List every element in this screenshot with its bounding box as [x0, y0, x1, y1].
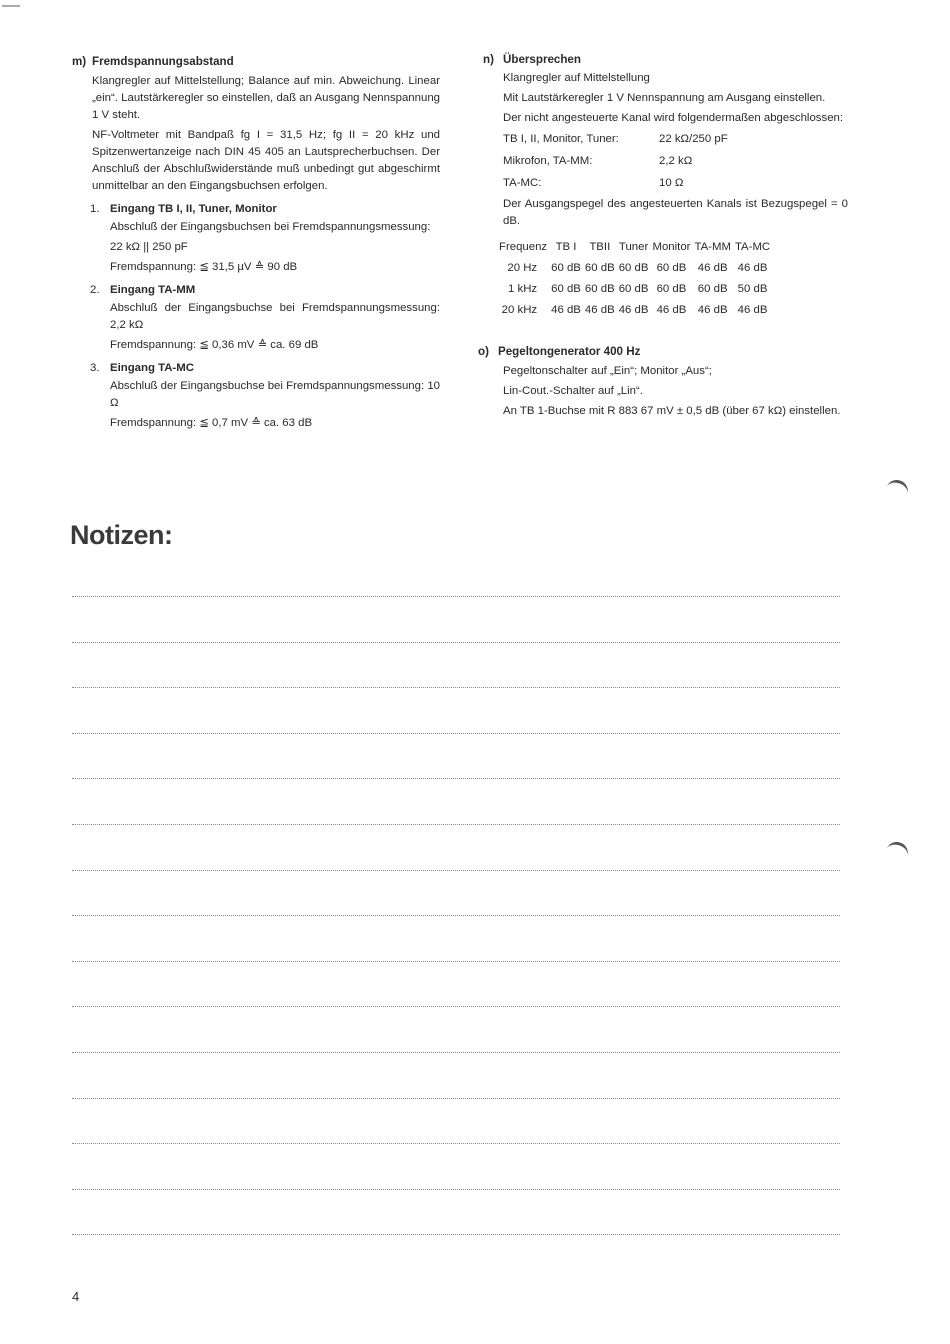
section-m-heading: [72, 53, 440, 70]
notes-lines: [72, 596, 840, 1280]
item-3-number: 3.: [90, 362, 100, 374]
section-m: [72, 53, 440, 435]
section-m-item-1: [90, 201, 440, 276]
item-1-heading: [90, 201, 440, 218]
section-m-paragraph-2: NF-Voltmeter mit Bandpaß fg I = 31,5 Hz; fg II = 20 kHz und Spitzenwertanzeige nach DIN 45 405 an Lautsprecherbuchsen. Der Anschluß der Abschlußwiderstände muß unbedingt gut abgeschirmt unmittelbar an den Eingangsbuchsen erfolgen.: [92, 129, 440, 192]
section-n-paragraph-3: Der nicht angesteuerte Kanal wird folgendermaßen abgeschlossen:: [503, 112, 844, 124]
table-cell: 46 dB: [551, 304, 581, 316]
item-1-title: Eingang TB I, II, Tuner, Monitor: [110, 203, 277, 215]
table-row: [499, 300, 774, 321]
item-3-title: Eingang TA-MC: [110, 362, 194, 374]
section-n-title: Übersprechen: [503, 53, 581, 66]
note-line: [72, 1098, 840, 1099]
section-o-paragraph-3: An TB 1-Buchse mit R 883 67 mV ± 0,5 dB (über 67 kΩ) einstellen.: [503, 405, 841, 417]
table-row: [499, 279, 774, 300]
note-line: [72, 596, 840, 597]
note-line: [72, 1234, 840, 1235]
crosstalk-table: [499, 237, 774, 321]
item-2-number: 2.: [90, 284, 100, 296]
binder-hole-mark: [883, 839, 910, 866]
cell-frequency: 20 Hz: [507, 262, 538, 274]
termination-value-2: 2,2 kΩ: [659, 155, 693, 167]
header-monitor: Monitor: [652, 241, 691, 253]
note-line: [72, 915, 840, 916]
header-ta-mc: TA-MC: [734, 241, 771, 253]
item-2-description: Abschluß der Eingangsbuchse bei Fremdspannungsmessung: 2,2 kΩ: [110, 302, 440, 331]
table-cell: 46 dB: [697, 262, 728, 274]
note-line: [72, 687, 840, 688]
item-1-number: 1.: [90, 203, 100, 215]
table-row: [499, 258, 774, 279]
termination-key-2: Mikrofon, TA-MM:: [503, 155, 593, 167]
note-line: [72, 642, 840, 643]
notes-heading: Notizen:: [70, 520, 173, 550]
section-o: [478, 343, 848, 420]
item-2-heading: [90, 282, 440, 299]
note-line: [72, 1052, 840, 1053]
termination-list: [503, 131, 848, 192]
section-n-paragraph-4: Der Ausgangspegel des angesteuerten Kanals ist Bezugspegel = 0 dB.: [503, 198, 848, 227]
page-number: 4: [72, 1289, 80, 1304]
scan-corner-mark: [2, 5, 20, 7]
table-header-row: [499, 237, 774, 258]
header-tuner: Tuner: [618, 241, 649, 253]
note-line: [72, 961, 840, 962]
item-1-result: Fremdspannung: ≦ 31,5 µV ≙ 90 dB: [110, 261, 298, 273]
table-cell: 60 dB: [551, 262, 581, 274]
table-cell: 60 dB: [618, 283, 649, 295]
section-o-label: o): [478, 345, 489, 358]
table-cell: 60 dB: [618, 262, 649, 274]
table-cell: 60 dB: [551, 283, 581, 295]
table-cell: 60 dB: [697, 283, 728, 295]
table-cell: 46 dB: [584, 304, 615, 316]
note-line: [72, 733, 840, 734]
note-line: [72, 1189, 840, 1190]
note-line: [72, 824, 840, 825]
header-tb1: TB I: [555, 241, 577, 253]
item-3-heading: [90, 360, 440, 377]
table-cell: 60 dB: [656, 283, 687, 295]
item-2-result: Fremdspannung: ≦ 0,36 mV ≙ ca. 69 dB: [110, 339, 319, 351]
termination-value-3: 10 Ω: [659, 177, 684, 189]
note-line: [72, 870, 840, 871]
header-ta-mm: TA-MM: [694, 241, 731, 253]
item-2-title: Eingang TA-MM: [110, 284, 196, 296]
section-m-paragraph-1: Klangregler auf Mittelstellung; Balance auf min. Abweichung. Linear „ein“. Lautstärkeregler so einstellen, daß an Ausgang Nennspannung 1 V steht.: [92, 75, 440, 121]
termination-key-1: TB I, II, Monitor, Tuner:: [503, 133, 619, 145]
section-m-title: Fremdspannungsabstand: [92, 55, 234, 68]
header-tb2: TBII: [589, 241, 611, 253]
section-m-item-2: [90, 282, 440, 354]
table-cell: 46 dB: [737, 304, 768, 316]
note-line: [72, 1143, 840, 1144]
note-line: [72, 778, 840, 779]
cell-frequency: 1 kHz: [508, 283, 538, 295]
note-line: [72, 1006, 840, 1007]
table-cell: 50 dB: [737, 283, 768, 295]
section-n-heading: [483, 51, 848, 68]
table-cell: 46 dB: [656, 304, 687, 316]
table-cell: 60 dB: [584, 283, 615, 295]
section-o-paragraph-2: Lin-Cout.-Schalter auf „Lin“.: [503, 385, 643, 397]
table-cell: 46 dB: [618, 304, 649, 316]
termination-key-3: TA-MC:: [503, 177, 542, 189]
item-3-result: Fremdspannung: ≦ 0,7 mV ≙ ca. 63 dB: [110, 417, 313, 429]
section-n-paragraph-1: Klangregler auf Mittelstellung: [503, 72, 650, 84]
section-m-item-3: [90, 360, 440, 432]
section-m-label: m): [72, 55, 87, 68]
table-cell: 60 dB: [584, 262, 615, 274]
section-n-label: n): [483, 53, 494, 66]
section-o-heading: [478, 343, 848, 360]
item-1-description: Abschluß der Eingangsbuchsen bei Fremdspannungsmessung:: [110, 221, 431, 233]
header-frequenz: Frequenz: [499, 241, 548, 253]
cell-frequency: 20 kHz: [501, 304, 538, 316]
termination-value-1: 22 kΩ/250 pF: [659, 133, 728, 145]
table-cell: 46 dB: [737, 262, 768, 274]
item-3-description: Abschluß der Eingangsbuchse bei Fremdspannungsmessung: 10 Ω: [110, 380, 440, 409]
section-n: [478, 51, 848, 423]
binder-hole-mark: [883, 477, 910, 504]
section-o-title: Pegeltongenerator 400 Hz: [498, 345, 641, 358]
section-o-paragraph-1: Pegeltonschalter auf „Ein“; Monitor „Aus“;: [503, 365, 712, 377]
table-cell: 60 dB: [656, 262, 687, 274]
section-n-paragraph-2: Mit Lautstärkeregler 1 V Nennspannung am Ausgang einstellen.: [503, 92, 826, 104]
table-cell: 46 dB: [697, 304, 728, 316]
item-1-value: 22 kΩ || 250 pF: [110, 241, 188, 253]
